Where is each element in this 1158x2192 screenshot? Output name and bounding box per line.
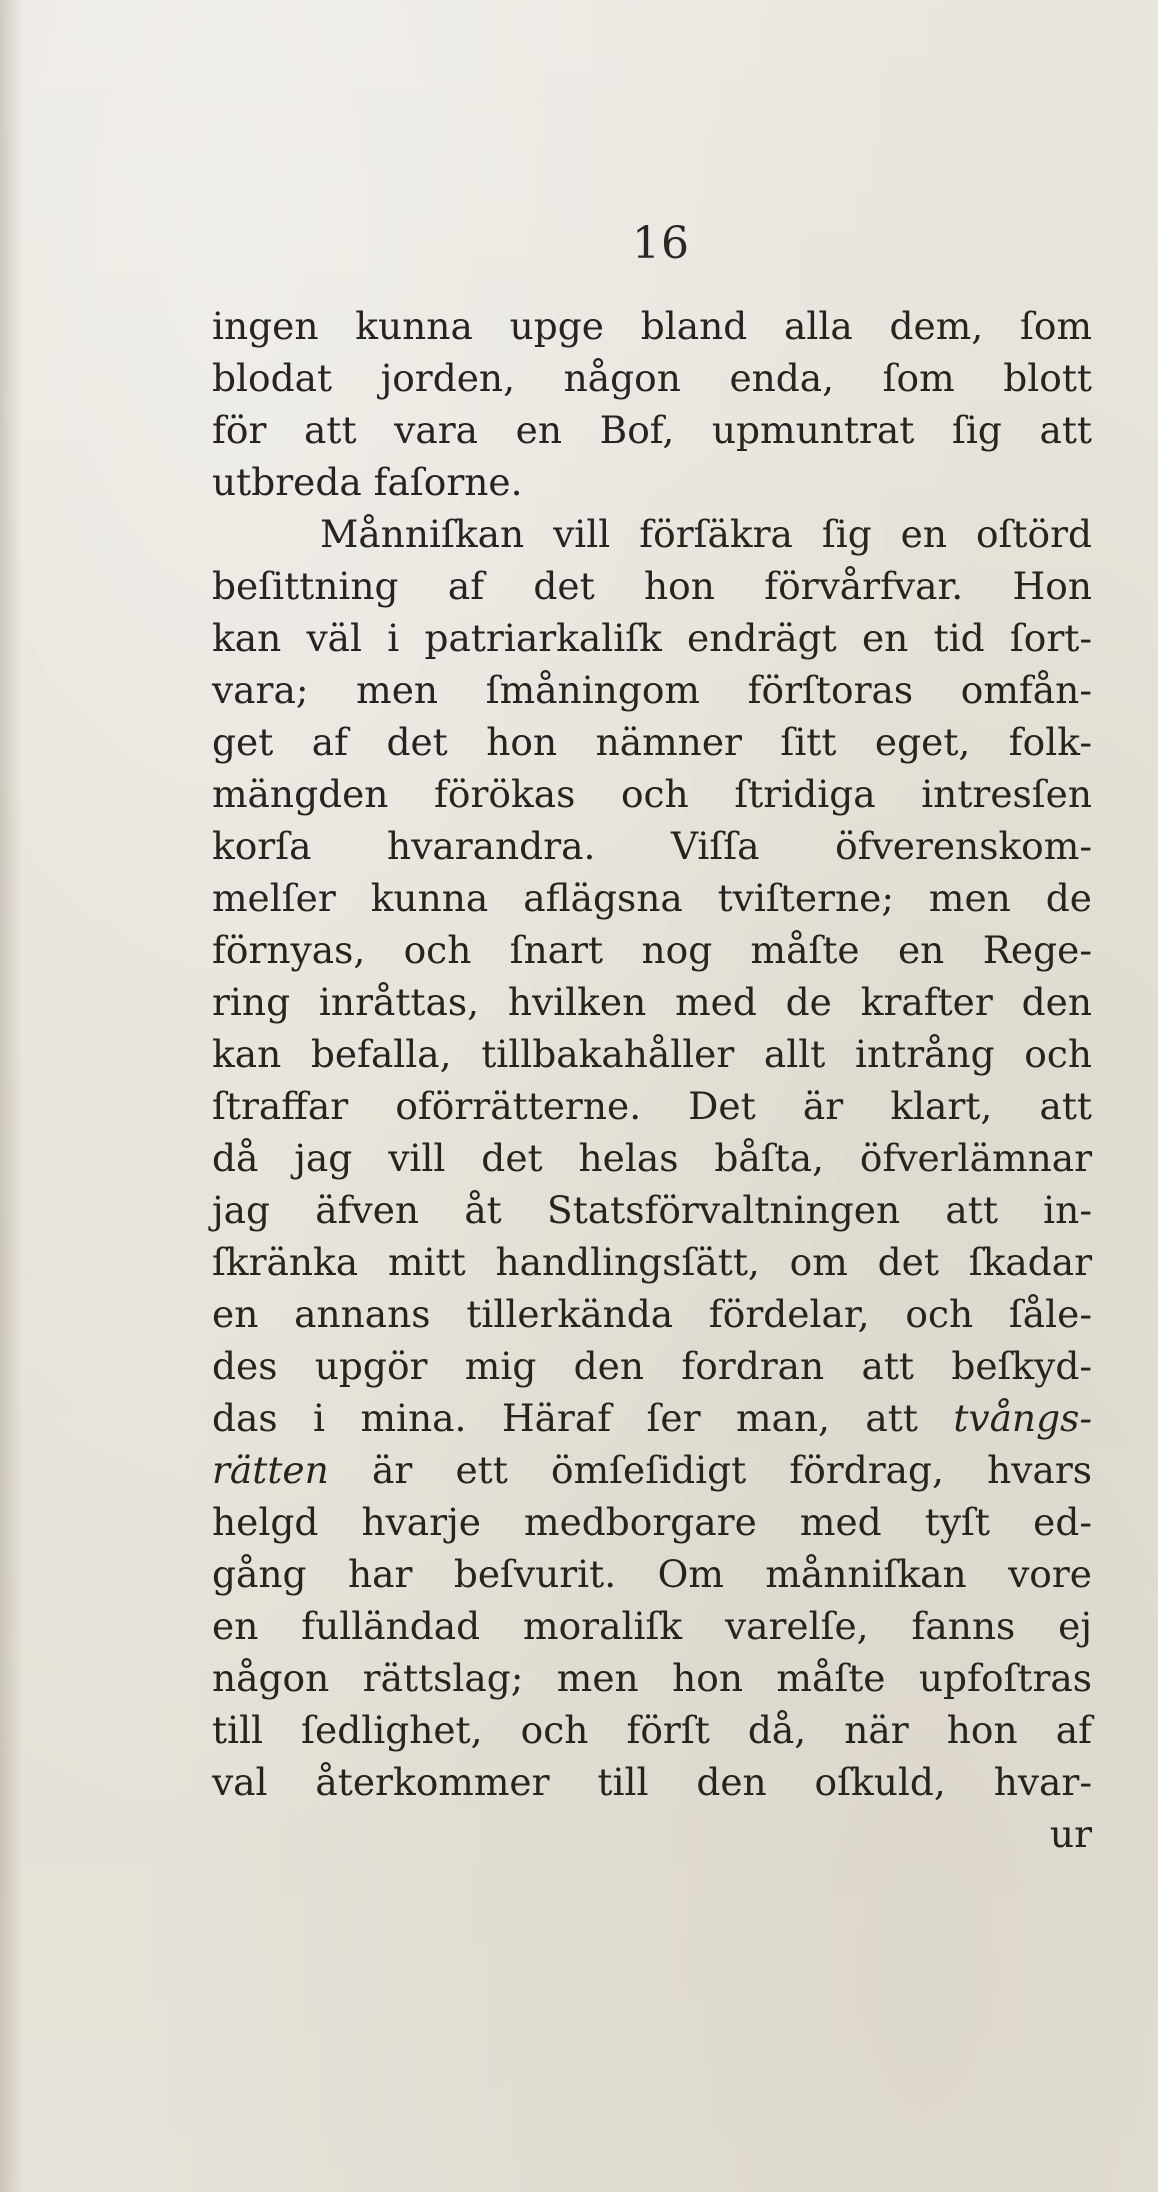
text-line-12: melſer kunna aflägsna tviſterne; men de <box>212 876 1092 920</box>
text-line-2: blodat jorden, någon enda, ſom blott <box>212 356 1092 400</box>
text-line-14: ring inråttas, hvilken med de krafter den <box>212 980 1092 1024</box>
text-line-21: des upgör mig den fordran att beſkyd- <box>212 1344 1092 1388</box>
text-line-16: ſtraffar oförrätterne. Det är klart, att <box>212 1084 1092 1128</box>
text-line-28: till ſedlighet, och förſt då, när hon af <box>212 1708 1092 1752</box>
italic-term-part-1: tvångs- <box>953 1396 1092 1440</box>
text-line-4: utbreda faſorne. <box>212 460 523 504</box>
text-line-23-rest: är ett ömſeſidigt fördrag, hvars <box>371 1448 1092 1492</box>
text-line-23 <box>212 1444 1092 1496</box>
text-line-11: korſa hvarandra. Viſſa öfverenskom- <box>212 824 1092 868</box>
text-line-22 <box>212 1392 1092 1444</box>
text-line-6: beſittning af det hon förvårfvar. Hon <box>212 564 1092 608</box>
text-line-13: förnyas, och ſnart nog måſte en Rege- <box>212 928 1092 972</box>
text-line-24: helgd hvarje medborgare med tyſt ed- <box>212 1500 1092 1544</box>
text-line-27: någon rättslag; men hon måſte upfoſtras <box>212 1656 1092 1700</box>
text-line-3: för att vara en Bof, upmuntrat ſig att <box>212 408 1092 452</box>
catchword: ur <box>1049 1812 1092 1856</box>
italic-term-part-2: rätten <box>212 1448 329 1492</box>
page-number: 16 <box>632 218 690 269</box>
page-edge-shadow <box>0 0 22 2192</box>
text-line-9: get af det hon nämner ſitt eget, folk- <box>212 720 1092 764</box>
text-line-22-start: das i mina. Häraf ſer man, att <box>212 1396 918 1440</box>
text-line-18: jag äfven åt Statsförvaltningen att in- <box>212 1188 1092 1232</box>
text-line-8: vara; men ſmåningom förſtoras omfån- <box>212 668 1092 712</box>
text-line-20: en annans tillerkända fördelar, och ſåle- <box>212 1292 1092 1336</box>
body-text <box>212 300 1092 1860</box>
text-line-5: Månniſkan vill förſäkra ſig en oſtörd <box>320 512 1092 556</box>
text-line-7: kan väl i patriarkaliſk endrägt en tid ſort- <box>212 616 1092 660</box>
text-line-26: en fulländad moraliſk varelſe, fanns ej <box>212 1604 1092 1648</box>
text-line-1: ingen kunna upge bland alla dem, ſom <box>212 304 1092 348</box>
text-line-15: kan befalla, tillbakahåller allt intrång och <box>212 1032 1092 1076</box>
text-line-19: ſkränka mitt handlingsſätt, om det ſkadar <box>212 1240 1092 1284</box>
text-line-25: gång har beſvurit. Om månniſkan vore <box>212 1552 1092 1596</box>
text-line-29: val återkommer till den oſkuld, hvar- <box>212 1760 1092 1804</box>
text-line-17: då jag vill det helas båſta, öfverlämnar <box>212 1136 1092 1180</box>
text-line-10: mängden förökas och ſtridiga intresſen <box>212 772 1092 816</box>
